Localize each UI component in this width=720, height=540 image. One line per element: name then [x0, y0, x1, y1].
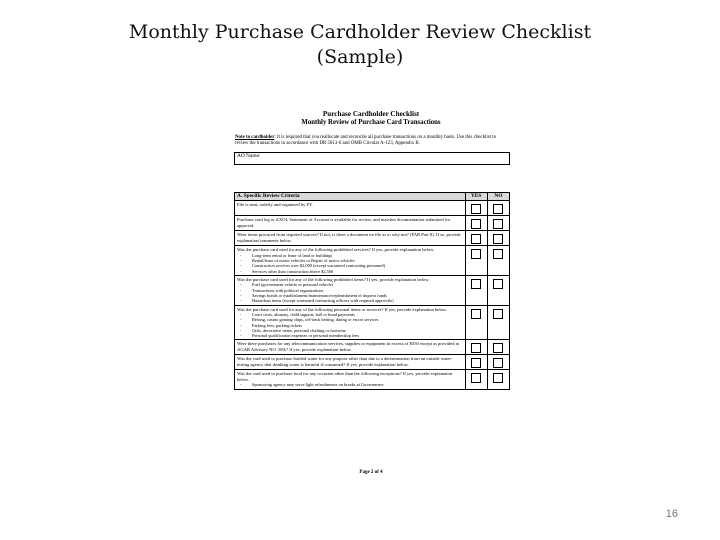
criteria-subitem-text: Hazardous items (except warranted contracting officers with required approvals) [252, 298, 394, 304]
note-text: : It is required that you reallocate and reconcile all purchase transactions on a monthly basis. Use this checklist to review the transactions in accordance with DR 5013-6 and OMB Circular A-123, Appendix B. [235, 135, 497, 146]
no-checkbox[interactable] [493, 234, 503, 244]
ao-name-field: AO Name: [234, 152, 510, 165]
yes-checkbox[interactable] [471, 358, 481, 368]
criteria-sublist [237, 382, 463, 387]
bullet-dash: - [240, 268, 242, 274]
yes-checkbox[interactable] [471, 309, 481, 319]
no-checkbox[interactable] [493, 358, 503, 368]
criteria-sublist [237, 282, 463, 303]
criteria-subitem-text: Transactions with political organizations [252, 287, 324, 293]
no-cell [487, 370, 509, 389]
bullet-dash: - [240, 298, 242, 304]
criteria-row [235, 276, 510, 306]
criteria-row [235, 201, 510, 216]
criteria-subitem-text: Court costs, alimony, child support, bail or bond payments [252, 312, 355, 317]
yes-cell [465, 355, 487, 370]
bullet-dash: - [240, 293, 242, 298]
criteria-question-cell [235, 276, 466, 306]
criteria-subitem-text: Rental/lease of motor vehicles or Repair of motor vehicles [252, 258, 355, 264]
criteria-question-cell [235, 231, 466, 246]
no-cell [487, 216, 509, 231]
yes-header: YES [465, 193, 487, 201]
criteria-sublist [237, 312, 463, 338]
criteria-question-cell [235, 201, 466, 216]
criteria-row [235, 231, 510, 246]
yes-cell [465, 231, 487, 246]
criteria-question: Was the purchase card used for any of the following prohibited items? If yes, provide explanation below. [237, 277, 430, 282]
criteria-header-row [235, 193, 510, 201]
bullet-dash: - [240, 322, 242, 328]
no-cell [487, 305, 509, 340]
criteria-row [235, 246, 510, 276]
slide-title-line-2: (Sample) [316, 46, 404, 68]
criteria-subitem-text: Personal qualification expenses or personal membership fees [252, 333, 360, 339]
criteria-question-cell [235, 370, 466, 389]
bullet-dash: - [240, 312, 242, 317]
criteria-question: Were items procured from required sources? If not, is there a document on file as to why not? (FAR Part 8). If so, provide explanation/comments below. [237, 232, 461, 243]
criteria-subitem-text: Fuel (government vehicle or personal vehicle) [252, 282, 334, 288]
criteria-question-cell [235, 355, 466, 370]
criteria-question-cell [235, 246, 466, 276]
yes-checkbox[interactable] [471, 234, 481, 244]
bullet-dash: - [240, 333, 242, 339]
yes-checkbox[interactable] [471, 204, 481, 214]
document-subheading: Monthly Review of Purchase Card Transactions [301, 119, 441, 126]
no-checkbox[interactable] [493, 249, 503, 259]
yes-cell [465, 340, 487, 355]
criteria-row [235, 355, 510, 370]
document-heading: Purchase Cardholder Checklist [322, 110, 420, 118]
criteria-row [235, 370, 510, 389]
no-cell [487, 231, 509, 246]
no-cell [487, 246, 509, 276]
criteria-subitem-text: Savings bonds or establishment/maintenance/replenishment of imprest funds [252, 293, 387, 298]
yes-cell [465, 276, 487, 306]
criteria-table [234, 192, 510, 390]
bullet-dash: - [240, 382, 242, 388]
document-footer: Page 2 of 4 [359, 470, 383, 475]
cardholder-note [235, 135, 507, 147]
criteria-sublist [237, 253, 463, 274]
criteria-subitem-text: Construction services over $2,000 (except warranted contracting personnel) [252, 263, 386, 269]
yes-checkbox[interactable] [471, 219, 481, 229]
no-cell [487, 355, 509, 370]
bullet-dash: - [240, 317, 242, 323]
criteria-question: Purchase card log or AXOL Statement of Account is available for review, and matches documentation submitted for approval. [237, 217, 451, 228]
no-header: NO [487, 193, 509, 201]
no-cell [487, 201, 509, 216]
yes-cell [465, 216, 487, 231]
criteria-subitem [240, 298, 463, 303]
no-checkbox[interactable] [493, 219, 503, 229]
yes-checkbox[interactable] [471, 279, 481, 289]
no-cell [487, 276, 509, 306]
bullet-dash: - [240, 258, 242, 264]
no-checkbox[interactable] [493, 279, 503, 289]
criteria-subitem [240, 269, 463, 274]
criteria-subitem-text: Services other than construction above $2,500 [252, 268, 334, 274]
yes-cell [465, 370, 487, 389]
criteria-question: Was the purchase card used for any of the following personal items or services? If yes, provide explanation below. [237, 306, 448, 312]
slide-title [0, 20, 720, 70]
criteria-row [235, 340, 510, 355]
criteria-subitem [240, 333, 463, 338]
criteria-header: A. Specific Review Criteria [235, 193, 466, 201]
no-checkbox[interactable] [493, 343, 503, 353]
criteria-subitem-text: Long-term rental or lease of land or buildings [252, 252, 333, 258]
criteria-question: Was the card used to purchase bottled water for any purpose other than due to a determination from an outside water-testing agency that drinking water is harmful if consumed? If yes, provide explanation below. [237, 356, 453, 367]
yes-cell [465, 246, 487, 276]
no-cell [487, 340, 509, 355]
no-checkbox[interactable] [493, 204, 503, 214]
criteria-subitem-text: Betting, casino gaming chips, off-track betting, dating or escort services [252, 317, 379, 323]
criteria-subitem-text: Gifts, decorative items, personal clothing or footwear [252, 327, 346, 333]
yes-checkbox[interactable] [471, 373, 481, 383]
yes-checkbox[interactable] [471, 249, 481, 259]
bullet-dash: - [240, 282, 242, 288]
yes-checkbox[interactable] [471, 343, 481, 353]
criteria-subitem [240, 382, 463, 387]
slide-title-line-1: Monthly Purchase Cardholder Review Checklist [128, 21, 592, 43]
yes-cell [465, 201, 487, 216]
no-checkbox[interactable] [493, 373, 503, 383]
checklist-document-image [231, 110, 511, 482]
criteria-question: Was the purchase card used for any of the following prohibited services? If yes, provide explanation below. [237, 247, 435, 253]
note-label: Note to cardholder [235, 135, 275, 140]
bullet-dash: - [240, 252, 242, 258]
bullet-dash: - [240, 287, 242, 293]
criteria-question: File is neat, orderly and organized by FY. [237, 202, 313, 208]
bullet-dash: - [240, 263, 242, 269]
criteria-question-cell [235, 305, 466, 340]
criteria-subitem-text: Sponsoring agency may serve light refreshments on breaks at Government- [252, 382, 385, 388]
slide-page-number: 16 [665, 508, 678, 520]
criteria-subitem-text: Parking fees, parking tickets [252, 322, 302, 328]
bullet-dash: - [240, 327, 242, 333]
criteria-question: Were there purchases for any telecommunication services, supplies or equipment in excess of $350 except as provided in AGAR Advisory NO. 58A? If yes, provide explanation below. [237, 341, 460, 352]
criteria-row [235, 216, 510, 231]
no-checkbox[interactable] [493, 309, 503, 319]
criteria-question-cell [235, 216, 466, 231]
criteria-question: Was the card used to purchase food for any occasion other than the following exceptions? If yes, provide explanation below. [237, 371, 453, 382]
criteria-question-cell [235, 340, 466, 355]
criteria-row [235, 305, 510, 340]
yes-cell [465, 305, 487, 340]
